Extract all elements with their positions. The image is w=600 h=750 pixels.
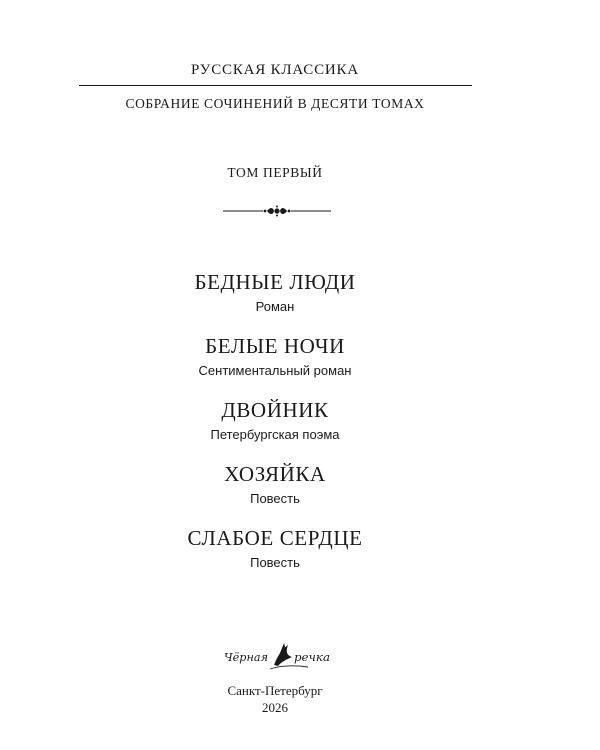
fleuron-divider-icon (223, 203, 331, 219)
series-title: РУССКАЯ КЛАССИКА (191, 62, 359, 78)
work-genre: Роман (255, 299, 295, 314)
work-genre: Повесть (250, 555, 300, 570)
work-item (0, 526, 550, 590)
collection-title: СОБРАНИЕ СОЧИНЕНИЙ В ДЕСЯТИ ТОМАХ (125, 96, 425, 111)
publication-year: 2026 (262, 700, 288, 715)
work-item (0, 462, 550, 526)
header-rule (79, 85, 472, 86)
volume-title: ТОМ ПЕРВЫЙ (227, 165, 323, 180)
svg-text:Чёрная: Чёрная (224, 651, 268, 664)
work-title: СЛАБОЕ СЕРДЦЕ (187, 526, 363, 550)
publisher-city: Санкт-Петербург (227, 683, 323, 698)
work-genre: Петербургская поэма (210, 427, 340, 442)
work-item (0, 334, 550, 398)
publisher-logo-icon (222, 635, 334, 675)
work-item (0, 398, 550, 462)
work-title: ХОЗЯЙКА (224, 462, 326, 486)
svg-text:речка: речка (294, 651, 330, 664)
work-genre: Повесть (250, 491, 300, 506)
work-genre: Сентиментальный роман (198, 363, 352, 378)
work-title: БЕДНЫЕ ЛЮДИ (194, 270, 356, 294)
work-item (0, 270, 550, 334)
works-list (0, 270, 550, 590)
work-title: БЕЛЫЕ НОЧИ (205, 334, 345, 358)
work-title: ДВОЙНИК (221, 398, 329, 422)
